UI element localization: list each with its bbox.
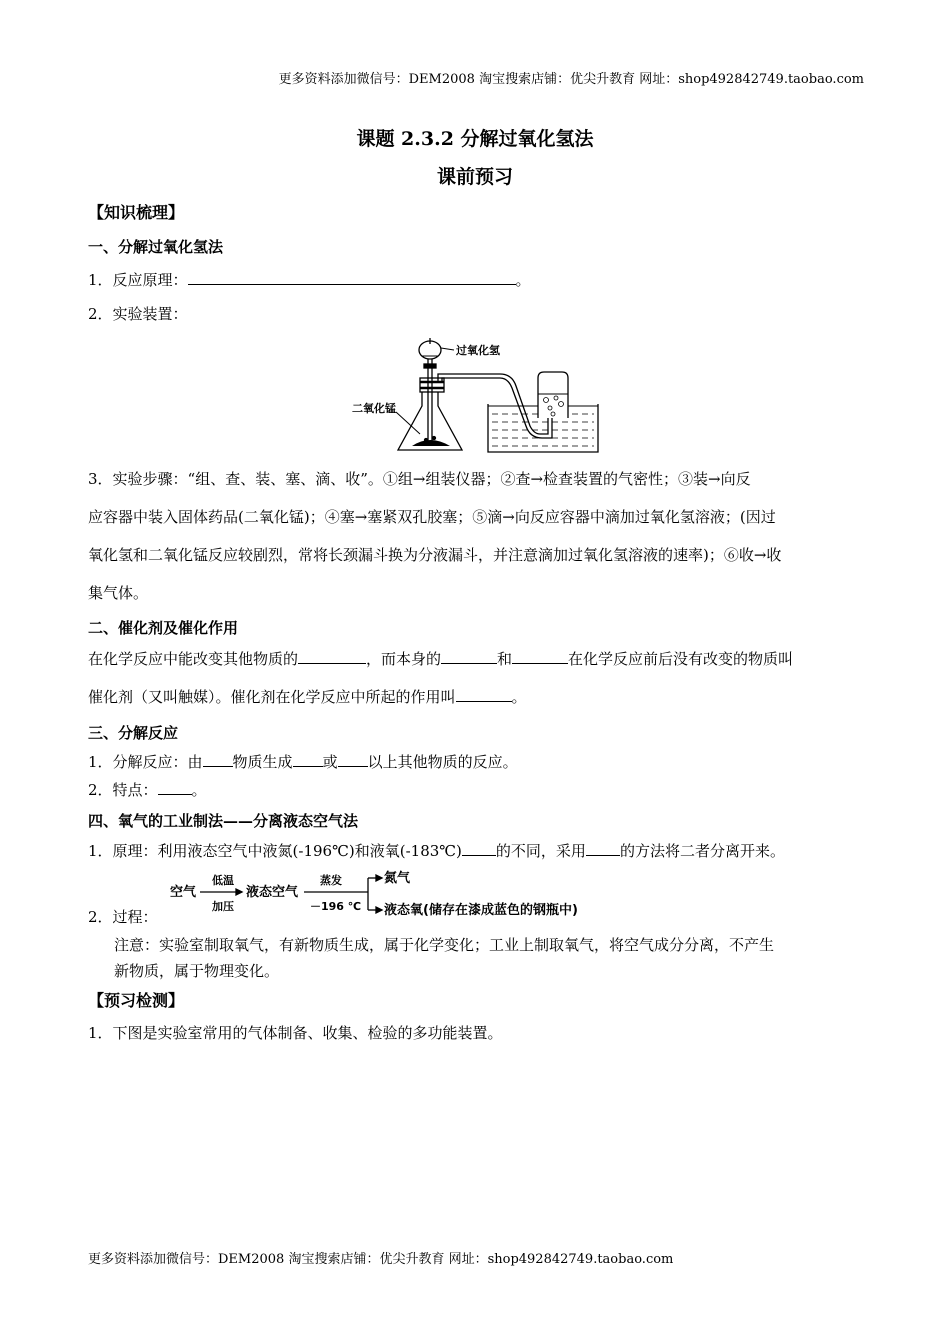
apparatus-figure [350, 334, 620, 462]
reaction-principle-line [88, 269, 864, 290]
footer-note: 更多资料添加微信号：DEM2008 淘宝搜索店铺：优尖升教育 网址：shop492842749.taobao.com [88, 1252, 674, 1267]
preview-heading: 【预习检测】 [88, 991, 185, 1010]
section2-heading: 二、催化剂及催化作用 [88, 619, 239, 637]
knowledge-heading: 【知识梳理】 [88, 203, 185, 222]
industrial-text-b: 的不同，采用 [495, 842, 586, 860]
industrial-text-c: 的方法将二者分离开来。 [619, 842, 785, 860]
process-label: 2．过程： [88, 908, 158, 926]
section1-heading: 一、分解过氧化氢法 [88, 238, 224, 256]
experiment-steps-paragraph [88, 460, 864, 612]
label-manganese-dioxide: 二氧化锰 [352, 402, 396, 415]
catalyst-line-1 [88, 640, 864, 678]
decomposition-feature-line [88, 779, 864, 800]
feature-text-b: 。 [191, 781, 207, 799]
arrow-1-head [236, 889, 242, 895]
catalyst-blank-4 [456, 687, 512, 702]
diagram-temperature: －196 ℃ [310, 900, 362, 913]
catalyst-line-2 [88, 678, 864, 716]
reaction-principle-label: 1．反应原理： [88, 271, 188, 289]
question-1: 1．下图是实验室常用的气体制备、收集、检验的多功能装置。 [88, 1024, 503, 1042]
catalyst-text-c: 和 [497, 650, 513, 668]
section4-heading: 四、氧气的工业制法——分离液态空气法 [88, 812, 359, 830]
reaction-principle-end: 。 [515, 271, 531, 289]
steps-line-4: 集气体。 [88, 584, 149, 602]
decomp-blank-1 [203, 752, 233, 767]
section3-heading: 三、分解反应 [88, 724, 179, 742]
decomp-blank-3 [338, 752, 368, 767]
decomp-text-b: 物质生成 [232, 753, 293, 771]
industrial-blank-1 [462, 841, 496, 856]
collecting-bottle [538, 372, 568, 418]
industrial-text-a: 1．原理：利用液态空气中液氮(-196℃)和液氧(-183℃) [88, 842, 462, 860]
mno2-solid [412, 440, 450, 446]
steps-line-3: 氧化氢和二氧化锰反应较剧烈，常将长颈漏斗换为分液漏斗，并注意滴加过氧化氢溶液的速率)；⑥收→收 [88, 546, 782, 564]
header-note: 更多资料添加微信号：DEM2008 淘宝搜索店铺：优尖升教育 网址：shop492842749.taobao.com [278, 72, 864, 87]
steps-line-1: 3．实验步骤：“组、查、装、塞、滴、收”。①组→组装仪器；②查→检查装置的气密性；③装→向反 [88, 470, 751, 488]
delivery-tube [438, 374, 548, 434]
decomp-text-a: 1．分解反应：由 [88, 753, 203, 771]
decomp-text-c: 或 [322, 753, 338, 771]
page-subtitle: 课前预习 [436, 166, 513, 188]
decomp-blank-2 [293, 752, 323, 767]
decomposition-definition-line [88, 751, 864, 772]
catalyst-text-b: ，而本身的 [366, 650, 442, 668]
diagram-nitrogen: 氮气 [384, 871, 411, 886]
catalyst-blank-2 [441, 649, 497, 664]
catalyst-text-a: 在化学反应中能改变其他物质的 [88, 650, 299, 668]
decomp-text-d: 以上其他物质的反应。 [367, 753, 518, 771]
catalyst-blank-3 [512, 649, 568, 664]
catalyst-blank-1 [298, 649, 366, 664]
diagram-air: 空气 [170, 885, 197, 900]
diagram-low-temp: 低温 [212, 874, 234, 887]
reaction-principle-blank [188, 270, 516, 285]
note-line-1: 注意：实验室制取氧气，有新物质生成，属于化学变化；工业上制取氧气，将空气成分分离，不产生 [114, 936, 775, 954]
page-title: 课题 2.3.2 分解过氧化氢法 [356, 128, 594, 150]
diagram-pressurize: 加压 [212, 900, 234, 913]
catalyst-text-d: 在化学反应前后没有改变的物质叫 [568, 650, 794, 668]
stopcock [424, 364, 436, 368]
catalyst-text-f: 。 [511, 688, 527, 706]
steps-line-2: 应容器中装入固体药品(二氧化锰)；④塞→塞紧双孔胶塞；⑤滴→向反应容器中滴加过氧化氢溶液；(因过 [88, 508, 776, 526]
diagram-liquid-oxygen: 液态氧(储存在漆成蓝色的钢瓶中) [384, 903, 578, 918]
feature-text-a: 2．特点： [88, 781, 158, 799]
process-diagram [170, 868, 630, 924]
diagram-evaporate: 蒸发 [320, 874, 342, 887]
industrial-blank-2 [586, 841, 620, 856]
note-line-2: 新物质，属于物理变化。 [114, 962, 280, 980]
diagram-liquid-air: 液态空气 [246, 885, 299, 900]
industrial-principle-line [88, 840, 864, 861]
catalyst-text-e: 催化剂（又叫触媒）。催化剂在化学反应中所起的作用叫 [88, 688, 456, 706]
label-hydrogen-peroxide: 过氧化氢 [456, 344, 500, 357]
apparatus-label: 2．实验装置： [88, 305, 188, 323]
feature-blank [158, 780, 192, 795]
catalyst-paragraph [88, 640, 864, 716]
